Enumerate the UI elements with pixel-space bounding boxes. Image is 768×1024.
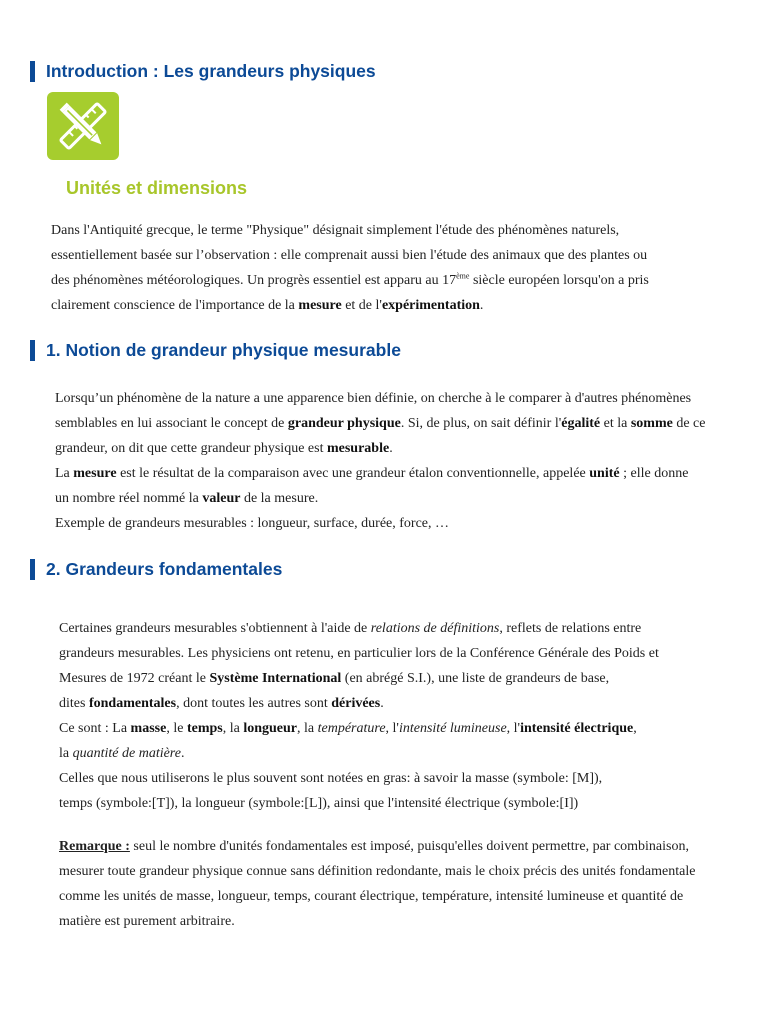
section2-title: 2. Grandeurs fondamentales — [46, 559, 283, 579]
section2-line: grandeurs mesurables. Les physiciens ont retenu, en particulier lors de la Conférence Générale des Poids et — [59, 646, 659, 661]
section1-line: Lorsqu’un phénomène de la nature a une apparence bien définie, on cherche à le comparer à d'autres phénomènes — [55, 391, 692, 406]
section1-line: Exemple de grandeurs mesurables : longueur, surface, durée, force, … — [55, 516, 450, 531]
heading-bar — [30, 340, 35, 361]
remark-line: mesurer toute grandeur physique connue sans définition redondante, mais le choix précis des unités fondamentale — [59, 864, 696, 879]
intro-line: Dans l'Antiquité grecque, le terme "Physique" désignait simplement l'étude des phénomènes naturels, — [51, 223, 620, 238]
intro-line: essentiellement basée sur l’observation : elle comprenait aussi bien l'étude des animaux que des plantes ou — [51, 248, 648, 263]
section2-line: dites fondamentales, dont toutes les autres sont dérivées. — [59, 696, 384, 711]
intro-subtitle: Unités et dimensions — [66, 178, 248, 198]
section1-paragraph — [55, 386, 705, 536]
intro-line: clairement conscience de l'importance de la mesure et de l'expérimentation. — [51, 298, 484, 313]
intro-heading — [30, 61, 376, 82]
intro-line: des phénomènes météorologiques. Un progrès essentiel est apparu au 17ème siècle européen lorsqu'on a pris — [51, 271, 649, 288]
remark-line: Remarque : seul le nombre d'unités fondamentales est imposé, puisqu'elles doivent permettre, par combinaison, — [59, 839, 689, 854]
remark-paragraph — [59, 834, 695, 934]
section1-line: La mesure est le résultat de la comparaison avec une grandeur étalon conventionnelle, appelée unité ; elle donne — [55, 466, 689, 481]
pencil-ruler-icon — [47, 92, 119, 160]
remark-label: Remarque : — [59, 839, 130, 854]
section1-line: un nombre réel nommé la valeur de la mesure. — [55, 491, 319, 506]
remark-line: comme les unités de masse, longueur, temps, courant électrique, température, intensité lumineuse et quantité de — [59, 889, 684, 904]
section2-heading — [30, 559, 282, 580]
section2-line: Certaines grandeurs mesurables s'obtiennent à l'aide de relations de définitions, reflets de relations entre — [59, 621, 642, 636]
section1-line: semblables en lui associant le concept de grandeur physique. Si, de plus, on sait définir l'égalité et la somme de ce — [55, 416, 706, 431]
heading-bar — [30, 559, 35, 580]
section2-line: Ce sont : La masse, le temps, la longueur, la température, l'intensité lumineuse, l'intensité électrique, — [59, 721, 637, 736]
section1-line: grandeur, on dit que cette grandeur physique est mesurable. — [55, 441, 393, 456]
intro-title: Introduction : Les grandeurs physiques — [46, 61, 376, 81]
section2-line: Celles que nous utiliserons le plus souvent sont notées en gras: à savoir la masse (symbole: [M]), — [59, 771, 603, 786]
section2-line: la quantité de matière. — [59, 746, 185, 761]
section2-paragraph — [59, 616, 659, 816]
section1-title: 1. Notion de grandeur physique mesurable — [46, 340, 401, 360]
intro-paragraph — [51, 218, 649, 318]
section1-heading — [30, 340, 401, 361]
remark-line: matière est purement arbitraire. — [59, 914, 235, 929]
heading-bar — [30, 61, 35, 82]
section2-line: temps (symbole:[T]), la longueur (symbole:[L]), ainsi que l'intensité électrique (symbole:[I]) — [59, 796, 579, 811]
section2-line: Mesures de 1972 créant le Système International (en abrégé S.I.), une liste de grandeurs de base, — [59, 671, 610, 686]
